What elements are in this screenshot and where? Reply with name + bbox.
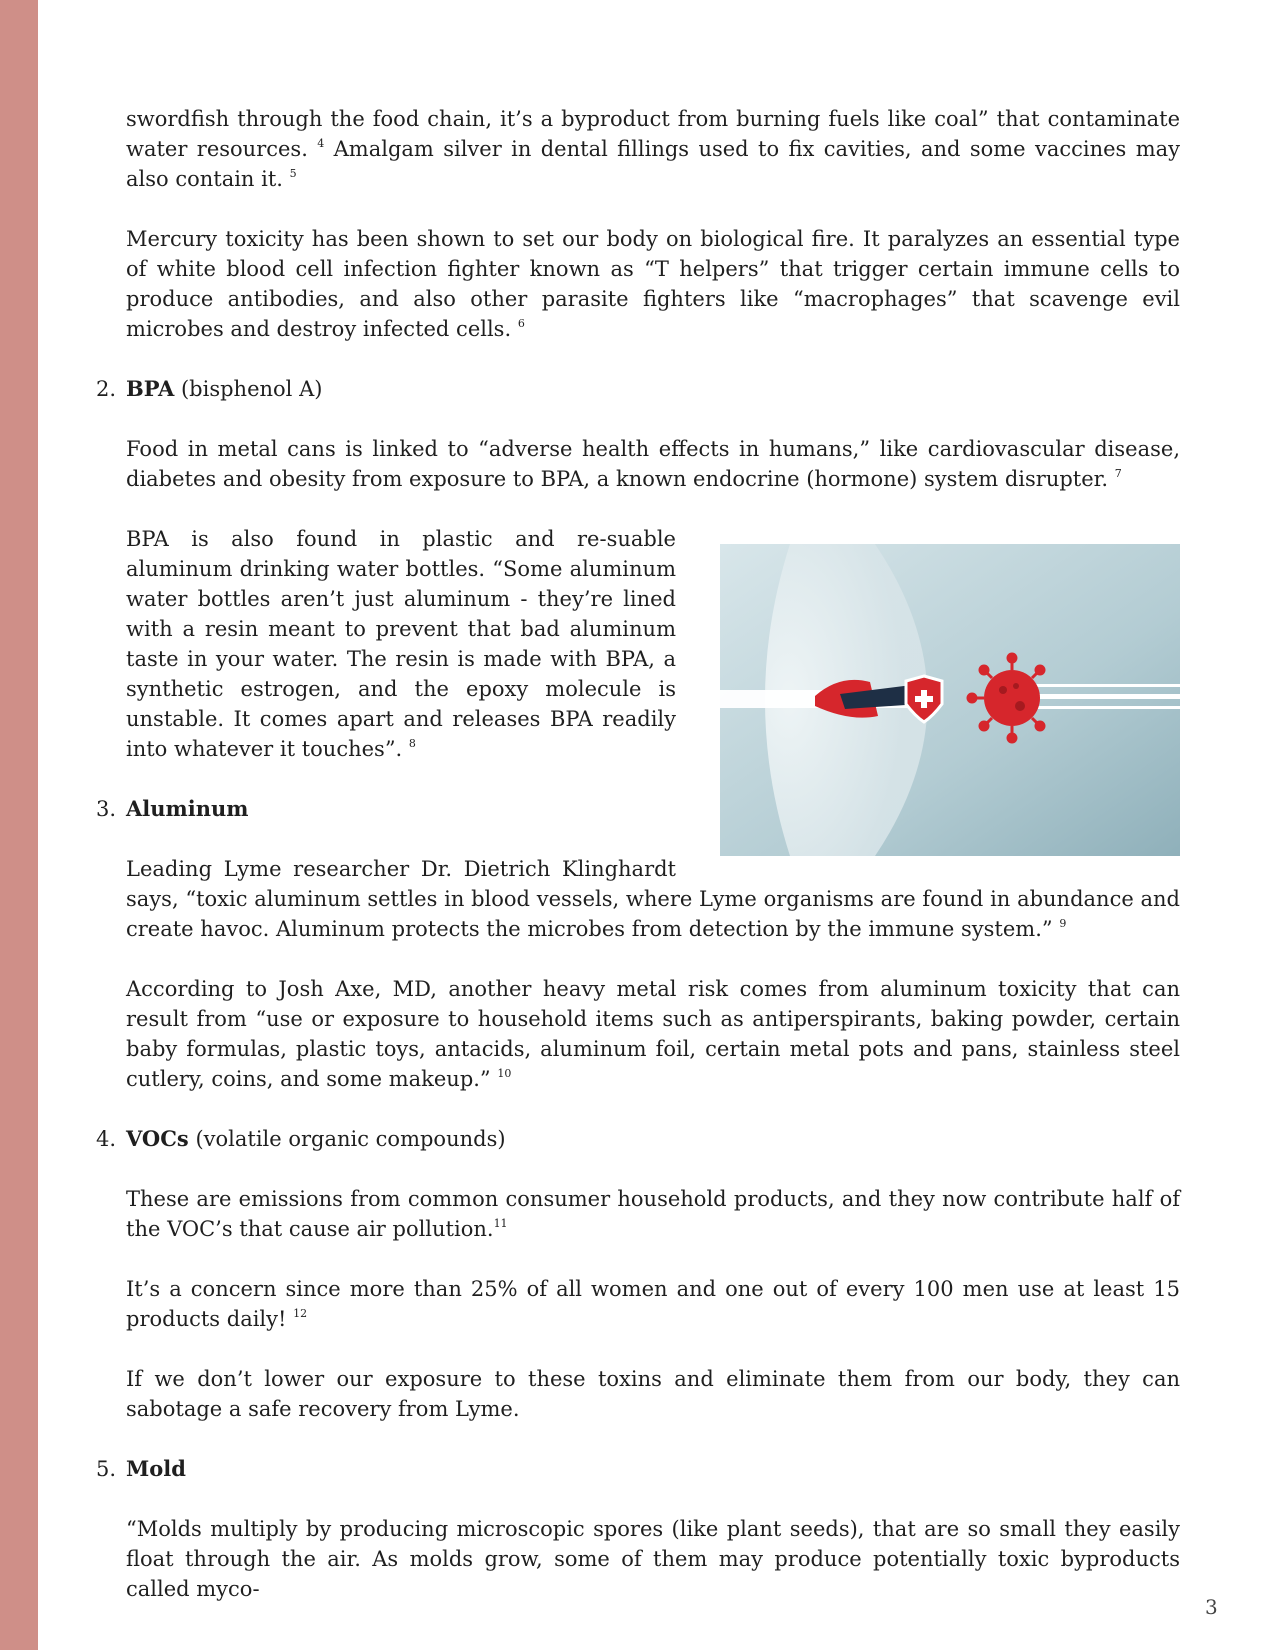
paragraph: If we don’t lower our exposure to these toxins and eliminate them from our body, they can sabotage a safe recovery from Lyme. <box>126 1367 1180 1421</box>
list-number: 4. <box>96 1127 117 1151</box>
footnote-ref: 12 <box>293 1307 308 1320</box>
list-term: Aluminum <box>126 796 249 821</box>
list-desc: (bisphenol A) <box>174 377 323 401</box>
list-desc: (volatile organic compounds) <box>188 1127 506 1151</box>
paragraph: According to Josh Axe, MD, another heavy metal risk comes from aluminum toxicity that can result from “use or exposure to household items such as antiperspirants, baking powder, certain baby formulas, plastic toys, antacids, aluminum foil, certain metal pots and pans, stainless steel cutlery, coins, and some makeup.” $^{10}$ <box>126 977 1180 1091</box>
footnote-ref: 5 <box>289 167 297 180</box>
list-term: Mold <box>126 1456 186 1481</box>
footnote-ref: 7 <box>1114 467 1122 480</box>
list-number: 3. <box>96 797 117 821</box>
list-number: 5. <box>96 1457 117 1481</box>
paragraph: It’s a concern since more than 25% of all women and one out of every 100 men use at least 15 products daily! $^{12}$ <box>126 1277 1180 1331</box>
list-term: VOCs <box>126 1126 189 1151</box>
paragraph: Mercury toxicity has been shown to set our body on biological fire. It paralyzes an essential type of white blood cell infection fighter known as “T helpers” that trigger certain immune cells to produce antibodies, and also other parasite fighters like “macrophages” that scavenge evil microbes and destroy infected cells. $^6$ <box>126 227 1180 341</box>
list-item-vocs <box>96 1124 1180 1154</box>
list-item-bpa <box>96 374 1180 404</box>
page-number: 3 <box>1205 1595 1218 1619</box>
paragraph: BPA is also found in plastic and re-suable aluminum drinking water bottles. “Some aluminum water bottles aren’t just aluminum - they’re lined with a resin meant to prevent that bad aluminum taste in your water. The resin is made with BPA, a synthetic estrogen, and the epoxy molecule is unstable. It comes apart and releases BPA readily into whatever it touches”. $^8$ <box>126 527 676 761</box>
footnote-ref: 11 <box>493 1217 508 1230</box>
footnote-ref: 10 <box>497 1067 512 1080</box>
list-term: BPA <box>126 376 175 401</box>
document-body <box>96 104 1180 1634</box>
paragraph: These are emissions from common consumer household products, and they now contribute half of the VOC’s that cause air pollution.$^{11}$ <box>126 1187 1180 1241</box>
paragraph: “Molds multiply by producing microscopic spores (like plant seeds), that are so small they easily float through the air. As molds grow, some of them may produce potentially toxic byproducts called myco- <box>126 1517 1180 1601</box>
paragraph: Leading Lyme researcher Dr. Dietrich Klinghardt says, “toxic aluminum settles in blood vessels, where Lyme organisms are found in abundance and create havoc. Aluminum protects the microbes from detection by the immune system.” $^9$ <box>126 857 1180 941</box>
footnote-ref: 6 <box>517 317 525 330</box>
sidebar-accent <box>0 0 38 1650</box>
footnote-ref: 4 <box>317 137 325 150</box>
paragraph: swordfish through the food chain, it’s a byproduct from burning fuels like coal” that contaminate water resources. $^4$ Amalgam silver in dental fillings used to fix cavities, and some vaccines may also contain it. $^5$ <box>126 107 1180 191</box>
list-number: 2. <box>96 377 117 401</box>
list-item-aluminum <box>96 794 1180 824</box>
footnote-ref: 8 <box>408 737 416 750</box>
footnote-ref: 9 <box>1059 917 1067 930</box>
paragraph: Food in metal cans is linked to “adverse health effects in humans,” like cardiovascular disease, diabetes and obesity from exposure to BPA, a known endocrine (hormone) system disrupter. $^7$ <box>126 437 1180 491</box>
list-item-mold <box>96 1454 1180 1484</box>
